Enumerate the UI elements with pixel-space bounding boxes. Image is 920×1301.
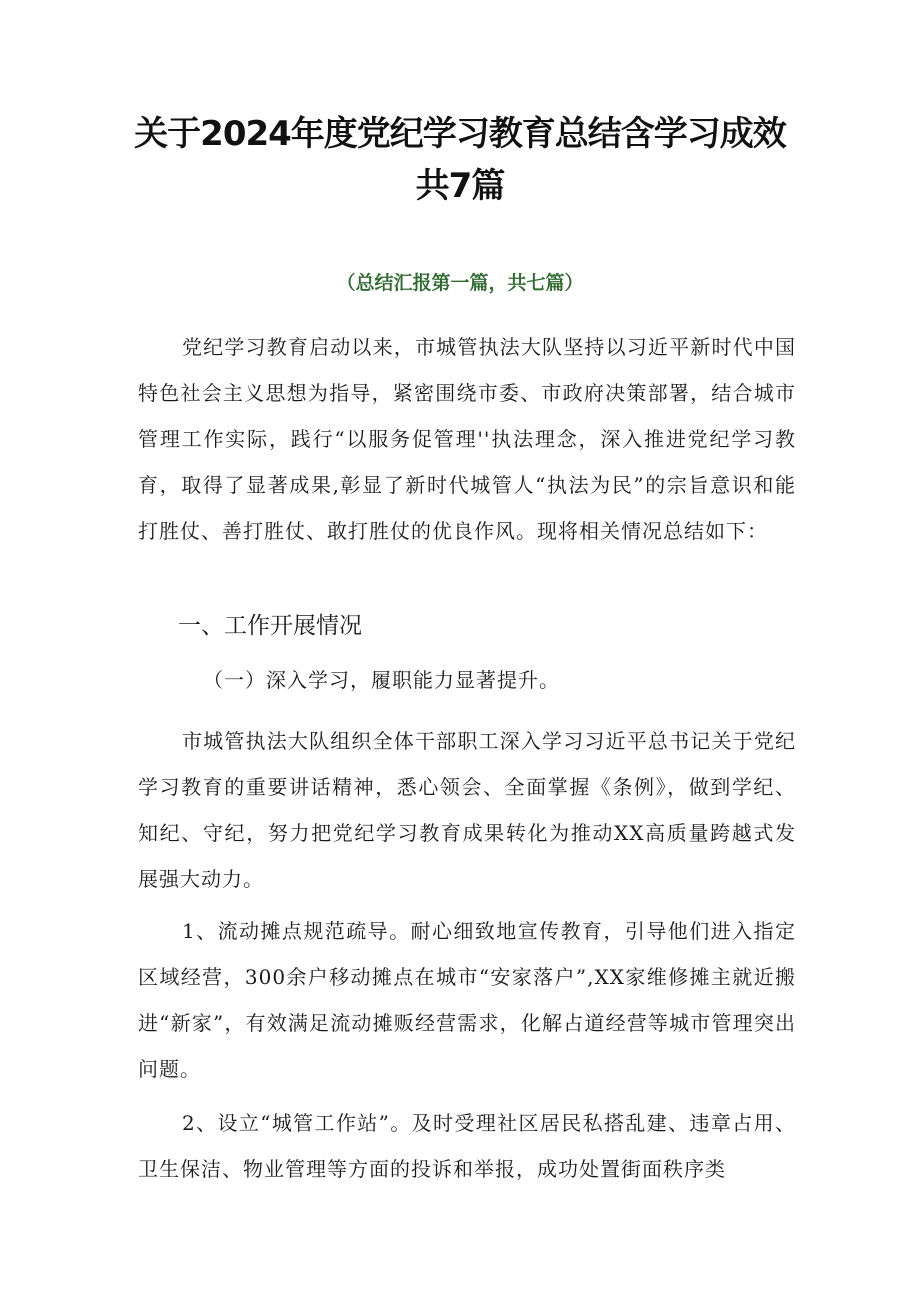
document-title: 关于2024年度党纪学习教育总结含学习成效共7篇 bbox=[134, 114, 786, 206]
body-paragraph-study: 市城管执法大队组织全体干部职工深入学习习近平总书记关于党纪学习教育的重要讲话精神，悉心领会、全面掌握《条例》，做到学纪、知纪、守纪，努力把党纪学习教育成果转化为推动XX高质量跨越式发展强大动力。 bbox=[138, 729, 796, 891]
section-heading: 一、工作开展情况 bbox=[178, 613, 362, 639]
body-paragraph-item-2: 2、设立“城管工作站”。及时受理社区居民私搭乱建、违章占用、卫生保洁、物业管理等方面的投诉和举报，成功处置街面秩序类 bbox=[138, 1111, 796, 1181]
intro-paragraph: 党纪学习教育启动以来，市城管执法大队坚持以习近平新时代中国特色社会主义思想为指导，紧密围绕市委、市政府决策部署，结合城市管理工作实际，践行“以服务促管理''执法理念，深入推进党纪学习教育，取得了显著成果,彰显了新时代城管人“执法为民”的宗旨意识和能打胜仗、善打胜仗、敢打胜仗的优良作风。现将相关情况总结如下： bbox=[138, 335, 796, 543]
subsection-heading: （一）深入学习，履职能力显著提升。 bbox=[203, 668, 560, 692]
document-subtitle: （总结汇报第一篇，共七篇） bbox=[336, 272, 584, 294]
body-paragraph-item-1: 1、流动摊点规范疏导。耐心细致地宣传教育，引导他们进入指定区域经营，300余户移动摊点在城市“安家落户”,XX家维修摊主就近搬进“新家”，有效满足流动摊贩经营需求，化解占道经营等城市管理突出问题。 bbox=[138, 919, 796, 1081]
